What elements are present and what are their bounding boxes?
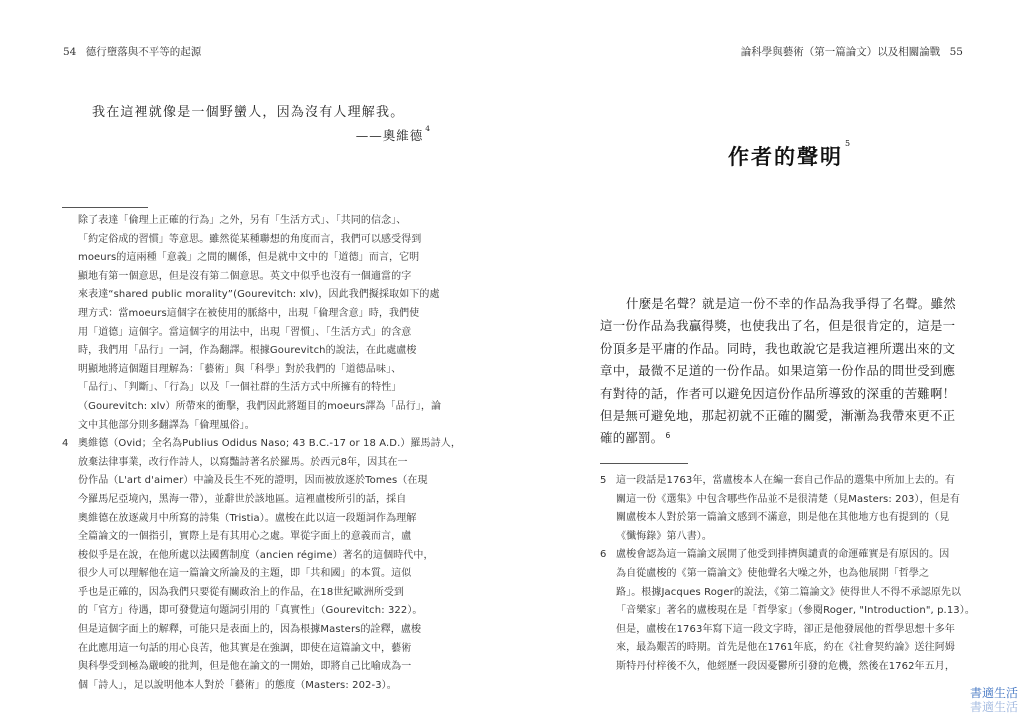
footnote-number: 6	[600, 549, 607, 561]
footnote-line: 奧維德在放逐歲月中所寫的詩集（Tristia）。盧梭在此以這一段題詞作為理解	[78, 512, 417, 524]
watermark-text-shadow: 書適生活	[969, 700, 1018, 714]
right-running-head	[741, 44, 969, 59]
epigraph-author: ——奧維德	[355, 128, 424, 143]
left-footnotes	[62, 212, 461, 695]
footnote-line: 「約定俗成的習慣」等意思。雖然從某種聯想的角度而言，我們可以感受得到	[78, 233, 422, 245]
right-page-number: 55	[949, 46, 963, 58]
epigraph-attribution	[356, 126, 431, 144]
footnote-line: 6 盧梭會認為這一篇論文展開了他受到排擠與譴責的命運確實是有原因的。因	[600, 546, 975, 565]
footnote-line: 顯地有第一個意思，但是沒有第二個意思。英文中似乎也沒有一個適當的字	[78, 270, 412, 282]
footnote-line: 路」。根據Jacques Roger的說法，《第二篇論文》使得世人不得不承認原先以	[616, 586, 962, 598]
footnote-line: 份作品（L'art d'aimer）中論及長生不死的證明，因而被放逐於Tomes（在現	[78, 475, 428, 487]
footnote-line: 但是這個字面上的解釋，可能只是表面上的，因為根據Masters的詮釋，盧梭	[78, 624, 422, 636]
body-paragraph	[600, 293, 980, 450]
footnote-line: 很少人可以理解他在這一篇論文所論及的主題，即「共和國」的本質。這似	[78, 568, 412, 580]
body-line: 這一份作品為我贏得獎，也使我出了名，但是很肯定的，這是一	[600, 318, 956, 334]
footnote-divider	[62, 207, 148, 208]
watermark-logo	[970, 686, 1018, 714]
left-page-number: 54	[63, 46, 77, 58]
footnote-line: 但是，盧梭在1763年寫下這一段文字時，卻正是他發展他的哲學思想十多年	[616, 623, 955, 635]
footnote-line: 《懺悔錄》第八書）。	[616, 530, 712, 542]
footnote-line: 文中其他部分則多翻譯為「倫理風俗」。	[78, 419, 255, 431]
footnote-line: 來表達“shared public morality”(Gourevitch: xlv)，因此我們擬採取如下的處	[78, 289, 440, 301]
body-line: 有對待的話，作者可以避免因這份作品所導致的深重的苦難啊！	[600, 385, 956, 401]
footnote-divider	[600, 463, 688, 464]
watermark-text: 書適生活	[969, 686, 1018, 700]
body-line: 什麼是名聲？就是這一份不幸的作品為我爭得了名聲。雖然	[626, 296, 956, 311]
footnote-line: moeurs的這兩種「意義」之間的關係，但是就中文中的「道德」而言，它明	[78, 252, 420, 264]
body-line: 但是無可避免地，那起初就不正確的關愛，漸漸為我帶來更不正	[600, 407, 956, 423]
footnote-line: 理方式：當moeurs這個字在被使用的脈絡中，出現「倫理含意」時，我們使	[78, 307, 420, 319]
footnote-line: 放棄法律事業，改行作詩人，以寫豔詩著名於羅馬。於西元8年，因其在一	[78, 456, 408, 468]
right-page	[513, 0, 1026, 728]
footnote-line: 時，我們用「品行」一詞，作為翻譯。根據Gourevitch的說法，在此處盧梭	[78, 345, 417, 357]
footnote-line: 與科學受到極為嚴峻的批判，但是他在論文的一開始，即將自己比喻成為一	[78, 661, 412, 673]
footnote-line: 明顯地將這個題目理解為：「藝術」與「科學」對於我們的「道德品味」、	[78, 363, 402, 375]
footnote-line: 乎也是正確的，因為我們只要從有關政治上的作品，在18世紀歐洲所受到	[78, 586, 405, 598]
footnote-line: 為自從盧梭的《第一篇論文》使他聲名大噪之外，也為他展開「哲學之	[616, 567, 930, 579]
left-running-title: 德行墮落與不平等的起源	[85, 46, 202, 58]
footnote-line: 在此應用這一句話的用心良苦，他其實是在強調，即使在這篇論文中，藝術	[78, 642, 412, 654]
chapter-note-ref: 5	[845, 139, 853, 148]
footnote-line: 用「道德」這個字。當這個字的用法中，出現「習慣」、「生活方式」的含意	[78, 326, 412, 338]
right-footnotes	[600, 472, 975, 677]
footnote-line: 「音樂家」著名的盧梭現在是「哲學家」（參閱Roger, "Introduction", p.13）。	[616, 605, 975, 617]
footnote-line: 的「官方」待遇，即可發覺這句題詞引用的「真實性」（Gourevitch: 322）。	[78, 605, 423, 617]
footnote-line: 5 這一段話是1763年，當盧梭本人在編一套自己作品的選集中所加上去的。有	[600, 472, 975, 491]
epigraph-note-ref: 4	[425, 124, 431, 133]
chapter-title	[728, 141, 852, 171]
footnote-line: 今羅馬尼亞境內，黑海一帶），並辭世於該地區。這裡盧梭所引的話，採自	[78, 493, 407, 505]
body-note-ref: 6	[665, 431, 671, 441]
footnote-line: 全篇論文的一個指引，實際上是有其用心之處。單從字面上的意義而言，盧	[78, 531, 412, 543]
footnote-number: 4	[62, 438, 69, 450]
footnote-line: 關盧梭本人對於第一篇論文感到不滿意，則是他在其他地方也有提到的（見	[616, 512, 950, 524]
footnote-line: 梭似乎是在說，在他所處以法國舊制度（ancien régime）著名的這個時代中，	[78, 549, 434, 561]
right-running-title: 論科學與藝術（第一篇論文）以及相關論戰	[740, 46, 941, 58]
footnote-number: 5	[600, 475, 607, 486]
footnote-line: 斯特丹付梓後不久，他經歷一段因憂鬱所引發的危機，然後在1762年五月，	[616, 660, 955, 672]
epigraph-text: 我在這裡就像是一個野蠻人，因為沒有人理解我。	[92, 105, 405, 120]
footnote-line: 來，最為艱苦的時期。首先是他在1761年底，約在《社會契約論》送往阿姆	[616, 642, 955, 654]
body-line: 份頂多是平庸的作品。同時，我也敢說它是我這裡所選出來的文	[600, 340, 956, 356]
footnote-line: （Gourevitch: xlv）所帶來的衝擊，我們因此將題目的moeurs譯為「品行」，論	[78, 400, 442, 412]
footnote-line: 個「詩人」，足以說明他本人對於「藝術」的態度（Masters: 202-3）。	[78, 679, 397, 691]
chapter-title-text: 作者的聲明	[728, 144, 843, 169]
left-running-head	[57, 44, 201, 59]
footnote-line: 「品行」、「判斷」、「行為」以及「一個社群的生活方式中所擁有的特性」	[78, 382, 402, 394]
footnote-line: 除了表達「倫理上正確的行為」之外，另有「生活方式」、「共同的信念」、	[78, 215, 407, 226]
footnote-line: 關這一份《選集》中包含哪些作品並不是很清楚（見Masters: 203），但是有	[616, 493, 960, 505]
body-line: 章中，最微不足道的一份作品。如果這第一份作品的問世受到應	[600, 363, 956, 379]
footnote-line: 4 奧維德（Ovid；全名為Publius Odidus Naso; 43 B.C.-17 or 18 A.D.）羅馬詩人，	[62, 435, 436, 454]
body-line: 確的鄙罰。 $^6$	[600, 430, 671, 446]
